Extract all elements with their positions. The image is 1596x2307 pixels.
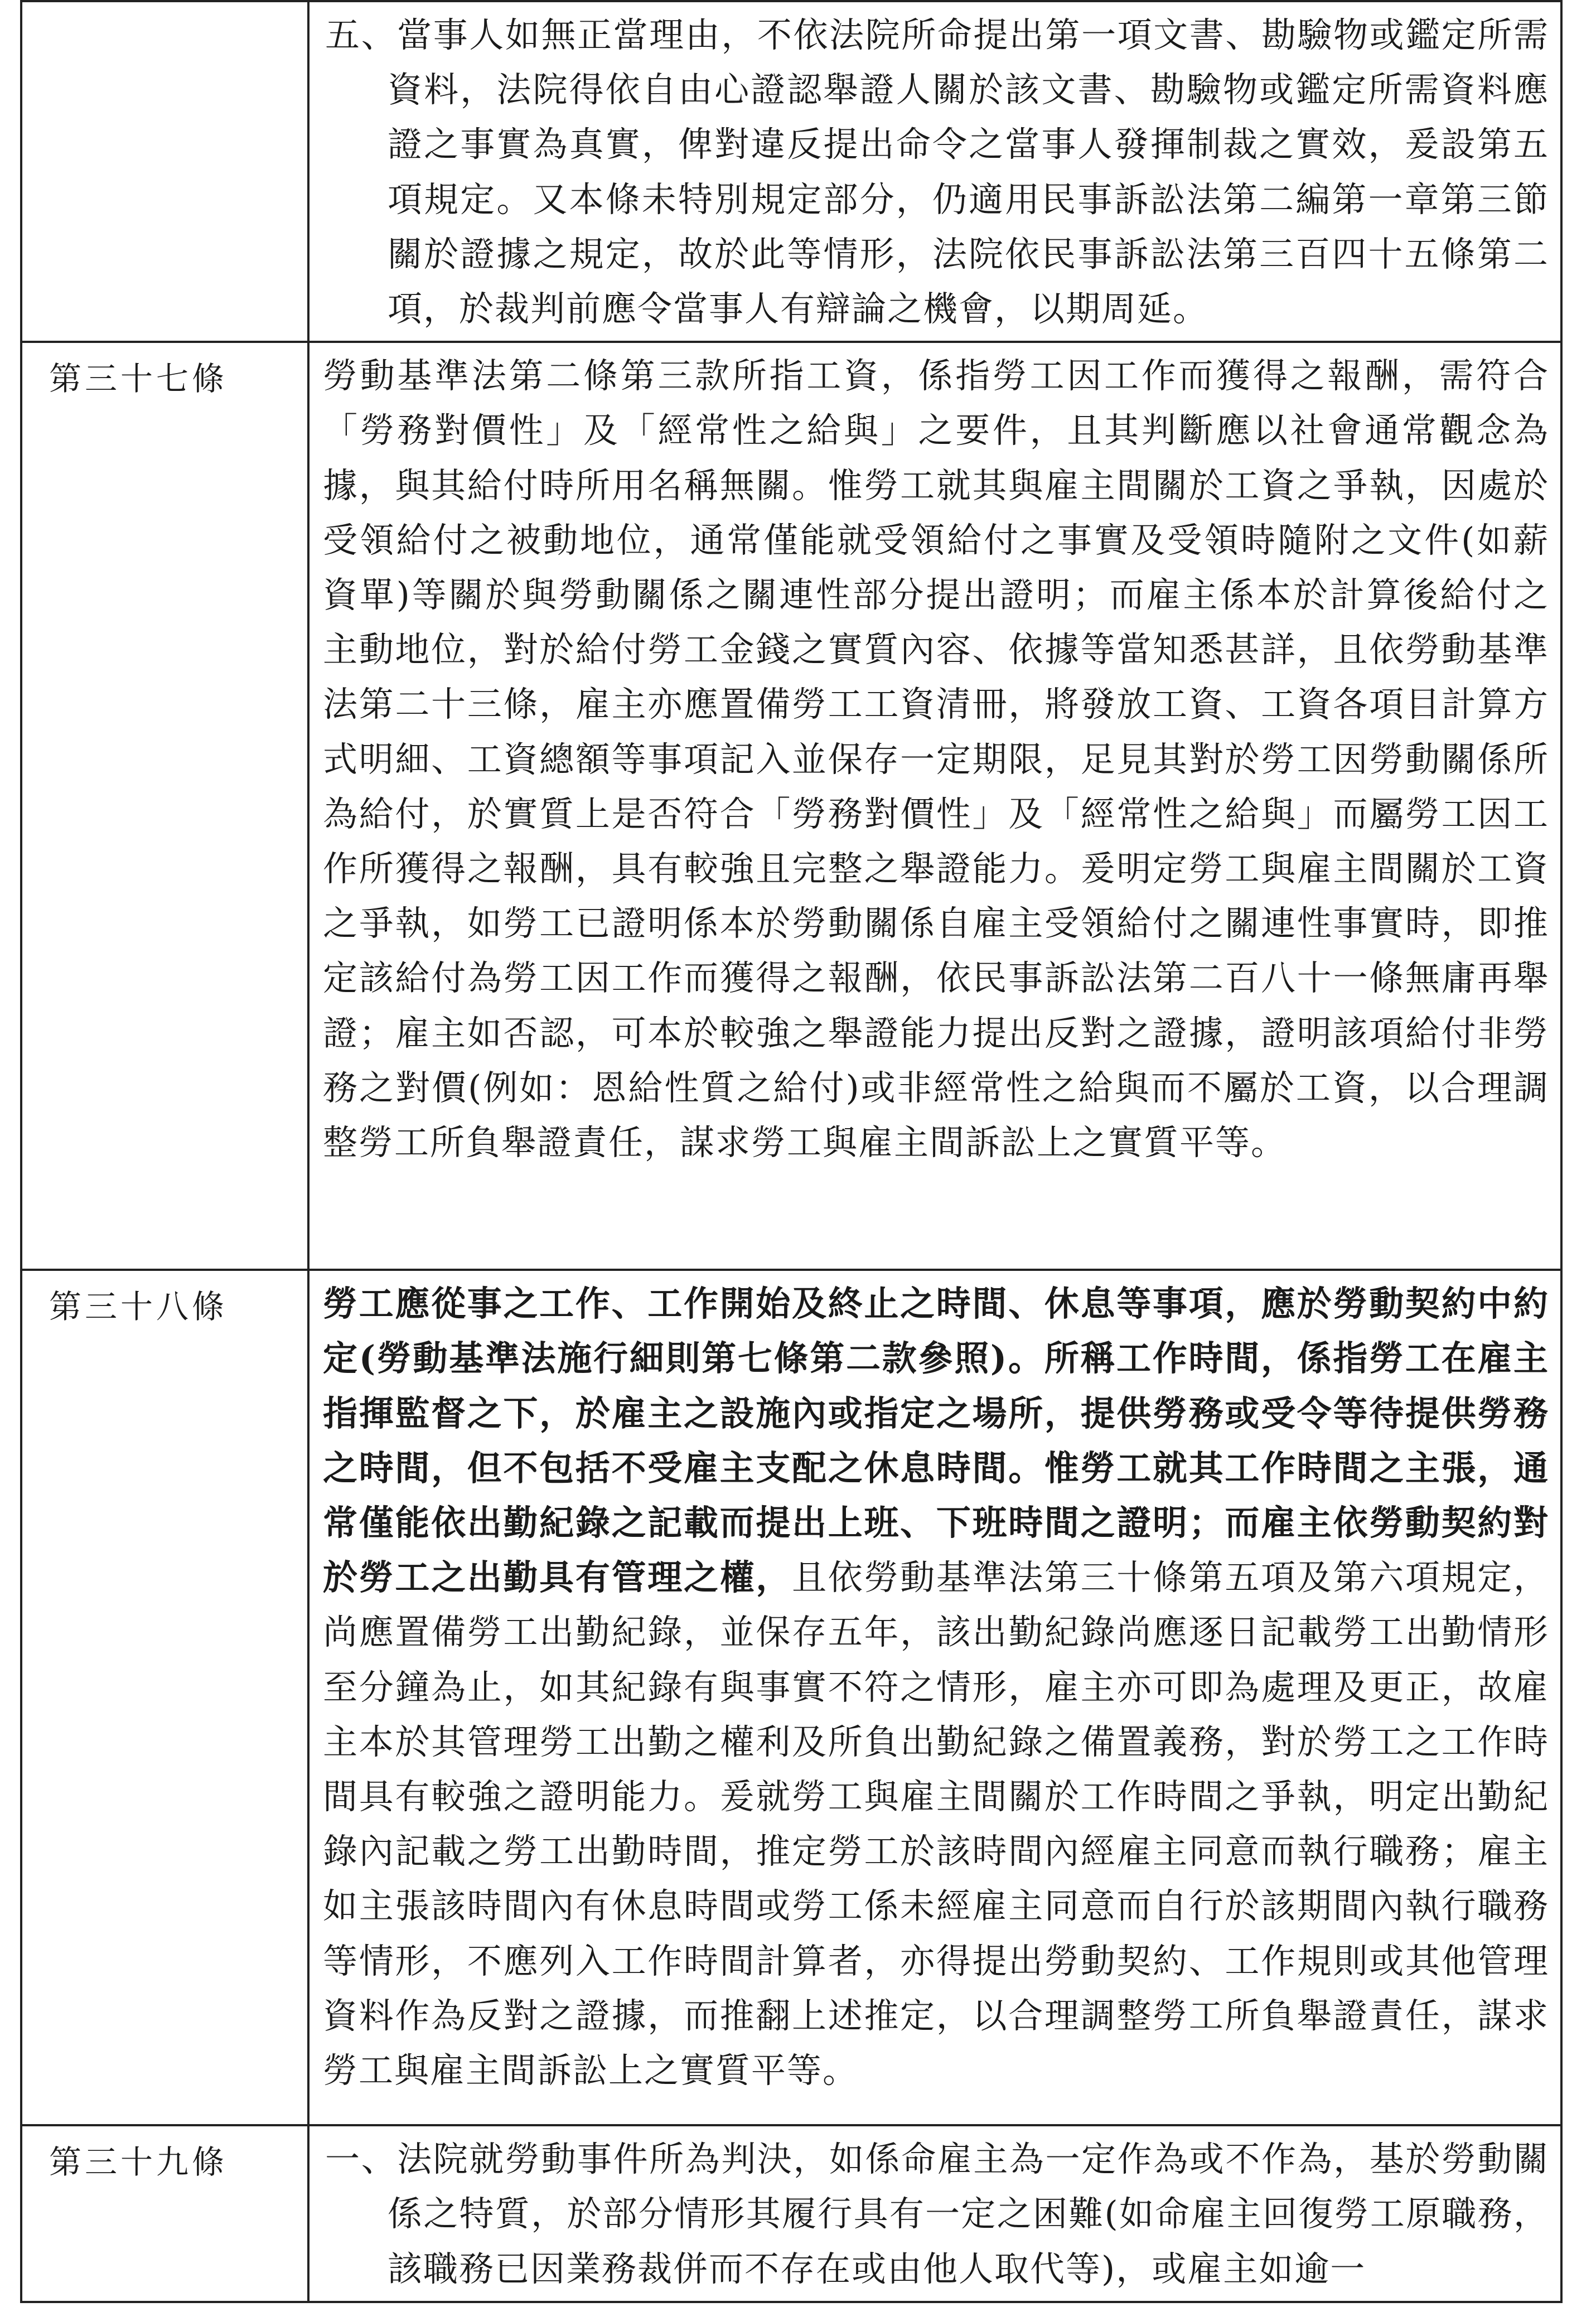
article-explanation-text xyxy=(309,1271,1560,2102)
article-label: 第三十七條 xyxy=(49,360,228,398)
article-label-cell xyxy=(21,1270,308,2125)
article-label-cell xyxy=(21,2125,308,2302)
article-label: 第三十九條 xyxy=(49,2143,228,2182)
article-explanation-cell xyxy=(308,1270,1561,2125)
article-explanation-text: 勞動基準法第二條第三款所指工資，係指勞工因工作而獲得之報酬，需符合「勞務對價性」及「經常性之給與」之要件，且其判斷應以社會通常觀念為據，與其給付時所用名稱無關。惟勞工就其與雇主間關於工資之爭執，因處於受領給付之被動地位，通常僅能就受領給付之事實及受領時隨附之文件(如薪資單)等關於與勞動關係之關連性部分提出證明；而雇主係本於計算後給付之主動地位，對於給付勞工金錢之實質內容、依據等當知悉甚詳，且依勞動基準法第二十三條，雇主亦應置備勞工工資清冊，將發放工資、工資各項目計算方式明細、工資總額等事項記入並保存一定期限，足見其對於勞工因勞動關係所為給付，於實質上是否符合「勞務對價性」及「經常性之給與」而屬勞工因工作所獲得之報酬，具有較強且完整之舉證能力。爰明定勞工與雇主間關於工資之爭執，如勞工已證明係本於勞動關係自雇主受領給付之關連性事實時，即推定該給付為勞工因工作而獲得之報酬，依民事訴訟法第二百八十一條無庸再舉證；雇主如否認，可本於較強之舉證能力提出反對之證據，證明該項給付非勞務之對價(例如：恩給性質之給付)或非經常性之給與而不屬於工資，以合理調整勞工所負舉證責任，謀求勞工與雇主間訴訟上之實質平等。 xyxy=(323,355,1549,1163)
table-row xyxy=(21,1270,1561,2125)
article-explanation-regular-text: 且依勞動基準法第三十條第五項及第六項規定，尚應置備勞工出勤紀錄，並保存五年，該出勤紀錄尚應逐日記載勞工出勤情形至分鐘為止，如其紀錄有與事實不符之情形，雇主亦可即為處理及更正，故雇主本於其管理勞工出勤之權利及所負出勤紀錄之備置義務，對於勞工之工作時間具有較強之證明能力。爰就勞工與雇主間關於工作時間之爭執，明定出勤紀錄內記載之勞工出勤時間，推定勞工於該時間內經雇主同意而執行職務；雇主如主張該時間內有休息時間或勞工係未經雇主同意而自行於該期間內執行職務等情形，不應列入工作時間計算者，亦得提出勞動契約、工作規則或其他管理資料作為反對之證據，而推翻上述推定，以合理調整勞工所負舉證責任，謀求勞工與雇主間訴訟上之實質平等。 xyxy=(323,1557,1549,2091)
table-row xyxy=(21,342,1561,1270)
article-explanation-cell xyxy=(308,1,1561,342)
article-explanation-text: 五、當事人如無正當理由，不依法院所命提出第一項文書、勘驗物或鑑定所需資料，法院得依自由心證認舉證人關於該文書、勘驗物或鑑定所需資料應證之事實為真實，俾對違反提出命令之當事人發揮制裁之實效，爰設第五項規定。又本條未特別規定部分，仍適用民事訴訟法第二編第一章第三節關於證據之規定，故於此等情形，法院依民事訴訟法第三百四十五條第二項，於裁判前應令當事人有辯論之機會，以期周延。 xyxy=(325,14,1549,330)
article-label-cell xyxy=(21,342,308,1270)
article-explanation-bold-text: 勞工應從事之工作、工作開始及終止之時間、休息等事項，應於勞動契約中約定(勞動基準法施行細則第七條第二款參照)。所稱工作時間，係指勞工在雇主指揮監督之下，於雇主之設施內或指定之場所，提供勞務或受令等待提供勞務之時間，但不包括不受雇主支配之休息時間。惟勞工就其工作時間之主張，通常僅能依出勤紀錄之記載而提出上班、下班時間之證明；而雇主依勞動契約對於勞工之出勤具有管理之權， xyxy=(323,1283,1549,1598)
table-row xyxy=(21,1,1561,342)
article-explanation-cell xyxy=(308,2125,1561,2302)
article-label: 第三十八條 xyxy=(49,1288,228,1326)
article-label xyxy=(22,2,307,11)
article-explanation-text: 一、法院就勞動事件所為判決，如係命雇主為一定作為或不作為，基於勞動關係之特質，於部分情形其履行具有一定之困難(如命雇主回復勞工原職務，該職務已因業務裁併而不存在或由他人取代等)，或雇主如逾一 xyxy=(325,2139,1549,2289)
legislative-explanation-table xyxy=(20,0,1563,2303)
article-explanation-cell xyxy=(308,342,1561,1270)
table-row xyxy=(21,2125,1561,2302)
article-label-cell xyxy=(21,1,308,342)
